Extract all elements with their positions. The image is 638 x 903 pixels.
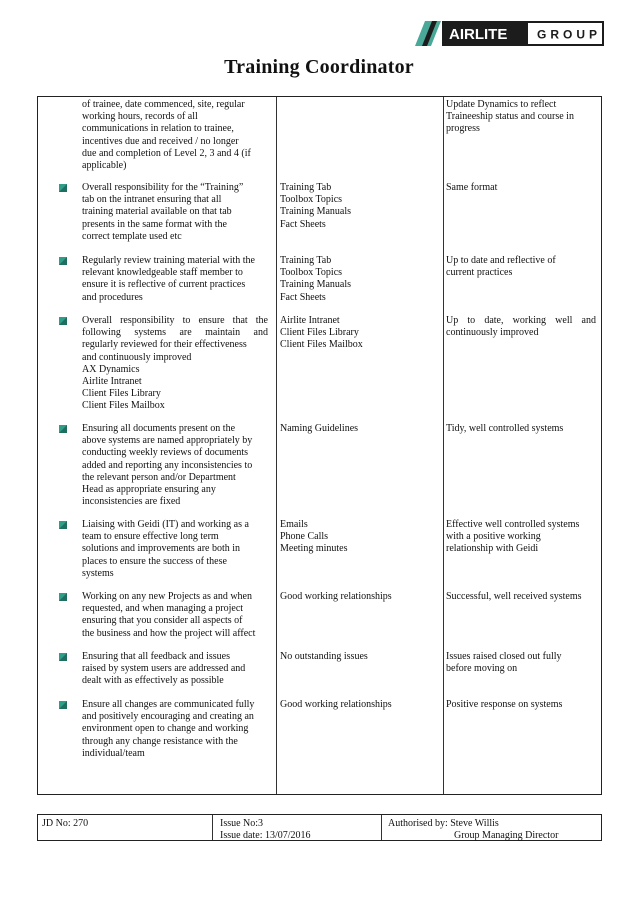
- page-title: Training Coordinator: [224, 56, 414, 78]
- text-line: before moving on: [446, 663, 518, 675]
- text-line: Overall responsibility for the “Training”: [82, 182, 244, 193]
- text-line: Training Tab: [280, 255, 332, 266]
- duty-cell: [82, 651, 268, 688]
- duty-cell: [82, 519, 268, 580]
- text-line: applicable): [82, 160, 127, 172]
- text-line: solutions and improvements are both in: [82, 543, 241, 555]
- text-line: and positively encouraging and creating an: [82, 711, 254, 723]
- text-line: Airlite Intranet: [82, 376, 142, 388]
- text-line: the relevant person and/or Department: [82, 471, 236, 483]
- text-line: Positive response on systems: [446, 699, 563, 710]
- text-line: Fact Sheets: [280, 218, 326, 230]
- duty-cell: [82, 255, 268, 304]
- text-line: correct template used etc: [82, 230, 182, 242]
- outcome-cell: [446, 99, 596, 136]
- measure-cell: [280, 315, 438, 352]
- logo-text: AIRLITE: [449, 26, 508, 43]
- text-line: environment open to change and working: [82, 723, 249, 735]
- text-line: Training Manuals: [280, 206, 352, 218]
- footer-divider: [381, 815, 382, 840]
- measure-cell: [280, 255, 438, 304]
- bullet-icon: [59, 701, 67, 709]
- text-line: dealt with as effectively as possible: [82, 675, 224, 687]
- text-line: ensure it is reflective of current practices: [82, 279, 246, 291]
- text-line: Training Manuals: [280, 279, 352, 291]
- text-line: of trainee, date commenced, site, regular: [82, 99, 245, 110]
- text-line: Client Files Mailbox: [280, 339, 363, 351]
- text-line: Ensuring that all feedback and issues: [82, 651, 231, 662]
- text-line: Good working relationships: [280, 591, 392, 602]
- measure-cell: [280, 699, 438, 711]
- measure-cell: [280, 591, 438, 603]
- duty-cell: [82, 591, 268, 640]
- duty-cell: [82, 423, 268, 508]
- text-line: Toolbox Topics: [280, 194, 343, 206]
- text-line: Toolbox Topics: [280, 267, 343, 279]
- text-line: relationship with Geidi: [446, 543, 539, 555]
- text-line: Ensure all changes are communicated fully: [82, 699, 255, 710]
- text-line: Update Dynamics to reflect: [446, 99, 557, 110]
- text-line: Training Tab: [280, 182, 332, 193]
- text-line: continuously improved: [446, 327, 539, 339]
- duty-cell: [82, 182, 268, 243]
- authorised-by: Authorised by: Steve Willis: [388, 818, 499, 829]
- bullet-icon: [59, 257, 67, 265]
- text-line: due and completion of Level 2, 3 and 4 (if: [82, 147, 251, 159]
- text-line: raised by system users are addressed and: [82, 663, 246, 675]
- text-line: individual/team: [82, 747, 145, 759]
- text-line: inconsistencies are fixed: [82, 496, 181, 508]
- text-line: Working on any new Projects as and when: [82, 591, 252, 602]
- issue-number: Issue No:3: [220, 818, 264, 829]
- bullet-icon: [59, 317, 67, 325]
- outcome-cell: [446, 423, 596, 435]
- text-line: and continuously improved: [82, 351, 192, 363]
- text-line: No outstanding issues: [280, 651, 368, 662]
- text-line: Fact Sheets: [280, 291, 326, 303]
- text-line: training material available on that tab: [82, 206, 232, 218]
- text-line: and procedures: [82, 291, 143, 303]
- issue-date: Issue date: 13/07/2016: [220, 830, 311, 841]
- text-line: Traineeship status and course in: [446, 111, 574, 123]
- bullet-icon: [59, 521, 67, 529]
- authoriser-role: Group Managing Director: [454, 830, 559, 841]
- text-line: Airlite Intranet: [280, 315, 340, 326]
- outcome-cell: [446, 591, 596, 603]
- logo-group-text: GROUP: [537, 27, 602, 42]
- text-line: Issues raised closed out fully: [446, 651, 562, 662]
- bullet-icon: [59, 184, 67, 192]
- duty-cell: [82, 699, 268, 760]
- bullet-icon: [59, 593, 67, 601]
- text-line: above systems are named appropriately by: [82, 435, 253, 447]
- bullet-icon: [59, 653, 67, 661]
- text-line: Client Files Mailbox: [82, 400, 165, 412]
- text-line: Up to date, working well and: [446, 315, 596, 326]
- outcome-cell: [446, 315, 596, 339]
- text-line: Client Files Library: [82, 388, 161, 400]
- text-line: Overall responsibility to ensure that the: [82, 315, 268, 326]
- column-divider: [443, 97, 444, 794]
- duties-table: [37, 96, 602, 795]
- text-line: Emails: [280, 519, 308, 530]
- text-line: places to ensure the success of these: [82, 555, 227, 567]
- duty-cell: [82, 99, 268, 172]
- text-line: Liaising with Geidi (IT) and working as a: [82, 519, 249, 530]
- text-line: Good working relationships: [280, 699, 392, 710]
- footer-divider: [212, 815, 213, 840]
- outcome-cell: [446, 519, 596, 556]
- text-line: AX Dynamics: [82, 363, 140, 375]
- document-footer: [37, 814, 602, 841]
- text-line: Ensuring all documents present on the: [82, 423, 236, 434]
- text-line: ensuring that you consider all aspects of: [82, 615, 243, 627]
- text-line: Tidy, well controlled systems: [446, 423, 564, 434]
- text-line: Phone Calls: [280, 531, 329, 543]
- text-line: Same format: [446, 182, 498, 193]
- text-line: communications in relation to trainee,: [82, 123, 234, 135]
- text-line: Naming Guidelines: [280, 423, 359, 434]
- airlite-group-logo: [415, 21, 604, 46]
- text-line: working hours, records of all: [82, 111, 198, 123]
- text-line: Up to date and reflective of: [446, 255, 556, 266]
- text-line: systems: [82, 567, 114, 579]
- text-line: tab on the intranet ensuring that all: [82, 194, 222, 206]
- duty-cell: [82, 315, 268, 413]
- text-line: Head as appropriate ensuring any: [82, 484, 216, 496]
- measure-cell: [280, 423, 438, 435]
- text-line: Meeting minutes: [280, 543, 348, 555]
- outcome-cell: [446, 651, 596, 675]
- text-line: through any change resistance with the: [82, 735, 238, 747]
- text-line: added and reporting any inconsistencies to: [82, 459, 253, 471]
- outcome-cell: [446, 699, 596, 711]
- text-line: the business and how the project will affect: [82, 627, 256, 639]
- text-line: relevant knowledgeable staff member to: [82, 267, 243, 279]
- text-line: team to ensure effective long term: [82, 531, 219, 543]
- jd-number: JD No: 270: [42, 818, 89, 829]
- bullet-icon: [59, 425, 67, 433]
- measure-cell: [280, 182, 438, 231]
- text-line: Effective well controlled systems: [446, 519, 580, 530]
- text-line: current practices: [446, 267, 513, 279]
- measure-cell: [280, 651, 438, 663]
- text-line: Client Files Library: [280, 327, 359, 339]
- text-line: Regularly review training material with the: [82, 255, 255, 266]
- text-line: requested, and when managing a project: [82, 603, 244, 615]
- text-line: progress: [446, 123, 480, 135]
- text-line: regularly reviewed for their effectiveness: [82, 339, 247, 351]
- measure-cell: [280, 519, 438, 556]
- column-divider: [276, 97, 277, 794]
- text-line: Successful, well received systems: [446, 591, 582, 602]
- text-line: incentives due and received / no longer: [82, 135, 239, 147]
- text-line: presents in the same format with the: [82, 218, 227, 230]
- text-line: conducting weekly reviews of documents: [82, 447, 249, 459]
- outcome-cell: [446, 255, 596, 279]
- outcome-cell: [446, 182, 596, 194]
- text-line: with a positive working: [446, 531, 541, 543]
- text-line: following systems are maintain and: [82, 327, 268, 339]
